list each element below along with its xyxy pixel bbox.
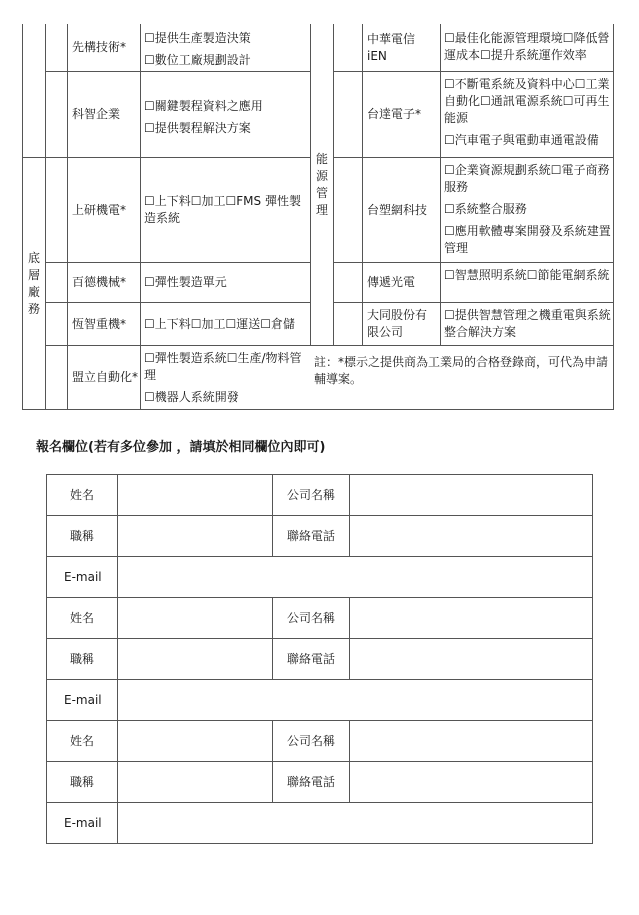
table-note: 註：*標示之提供商為工業局的合格登錄商，可代為申請輔導案。 [314, 355, 609, 386]
title-label: 職稱 [69, 774, 94, 789]
title-field[interactable] [118, 516, 272, 556]
service-item: ☐彈性製造系統☐生產/物料管理 [144, 351, 302, 382]
phone-label: 聯絡電話 [286, 528, 335, 543]
phone-field[interactable] [350, 639, 592, 679]
title-field[interactable] [118, 639, 272, 679]
service-item: ☐提供智慧管理之機重電與系統整合解決方案 [444, 308, 611, 339]
vendor-services [441, 305, 613, 345]
vendor-services [141, 303, 310, 345]
title-label: 職稱 [69, 528, 94, 543]
name-field[interactable] [118, 475, 272, 515]
service-item: ☐上下料☐加工☐運送☐倉儲 [144, 316, 296, 331]
service-item: ☐數位工廠規劃設計 [144, 53, 251, 67]
service-item: ☐汽車電子與電動車通電設備 [444, 133, 599, 147]
vendor-services [141, 96, 310, 156]
email-field[interactable] [118, 680, 592, 720]
service-item: ☐系統整合服務 [444, 202, 527, 216]
email-field[interactable] [118, 803, 592, 843]
vendor-services [141, 28, 310, 71]
phone-label: 聯絡電話 [286, 651, 335, 666]
name-field[interactable] [118, 598, 272, 638]
vendor-name: 恆智重機* [72, 316, 127, 331]
title-field[interactable] [118, 762, 272, 802]
service-item: ☐上下料☐加工☐FMS 彈性製造系統 [144, 194, 301, 225]
service-item: ☐最佳化能源管理環境☐降低營運成本☐提升系統運作效率 [444, 31, 610, 62]
service-item: ☐提供生產製造決策 [144, 31, 251, 45]
vendor-services [141, 158, 310, 262]
vendor-services [441, 74, 613, 157]
vendor-name: 中華電信 iEN [367, 31, 416, 63]
name-label: 姓名 [69, 487, 94, 502]
vendor-services [441, 265, 613, 302]
vendor-name: 盟立自動化* [72, 370, 139, 384]
phone-field[interactable] [350, 516, 592, 556]
service-item: ☐關鍵製程資料之應用 [144, 99, 263, 113]
email-field[interactable] [118, 557, 592, 597]
vendor-name: 科智企業 [72, 107, 121, 121]
vendor-name: 大同股份有限公司 [367, 308, 428, 339]
vendor-name: 傳遞光電 [367, 275, 416, 289]
name-label: 姓名 [69, 733, 94, 748]
email-label: E-mail [64, 815, 102, 830]
email-label: E-mail [64, 569, 102, 584]
vendor-name: 百德機械* [72, 275, 127, 289]
vendor-services [141, 263, 310, 302]
company-field[interactable] [350, 598, 592, 638]
company-label: 公司名稱 [286, 610, 335, 625]
vendor-name: 先構技術* [72, 40, 127, 54]
registration-heading: 報名欄位(若有多位參加 ，請填於相同欄位內即可) [36, 440, 326, 455]
vendor-name: 台塑網科技 [367, 202, 428, 217]
title-label: 職稱 [69, 651, 94, 666]
vendor-name: 上研機電* [72, 202, 127, 217]
category-label: 能源管理 [315, 151, 328, 217]
company-label: 公司名稱 [286, 733, 335, 748]
service-item: ☐不斷電系統及資料中心☐工業自動化☐通訊電源系統☐可再生能源 [444, 77, 610, 125]
category-bottom-facility [23, 158, 45, 409]
name-field[interactable] [118, 721, 272, 761]
company-field[interactable] [350, 721, 592, 761]
service-item: ☐智慧照明系統☐節能電網系統 [444, 268, 610, 282]
vendor-services [441, 160, 613, 262]
phone-field[interactable] [350, 762, 592, 802]
vendor-services [141, 348, 310, 409]
company-label: 公司名稱 [286, 487, 335, 502]
service-item: ☐企業資源規劃系統☐電子商務服務 [444, 163, 610, 194]
service-item: ☐提供製程解決方案 [144, 121, 251, 135]
category-energy-management [311, 24, 333, 345]
phone-label: 聯絡電話 [286, 774, 335, 789]
vendor-services [441, 28, 613, 71]
service-item: ☐機器人系統開發 [144, 390, 239, 404]
service-item: ☐彈性製造單元 [144, 275, 227, 289]
vendor-name: 台達電子* [367, 107, 422, 121]
service-item: ☐應用軟體專案開發及系統建置管理 [444, 224, 611, 255]
name-label: 姓名 [69, 610, 94, 625]
email-label: E-mail [64, 692, 102, 707]
category-label: 底層廠務 [27, 250, 40, 316]
company-field[interactable] [350, 475, 592, 515]
